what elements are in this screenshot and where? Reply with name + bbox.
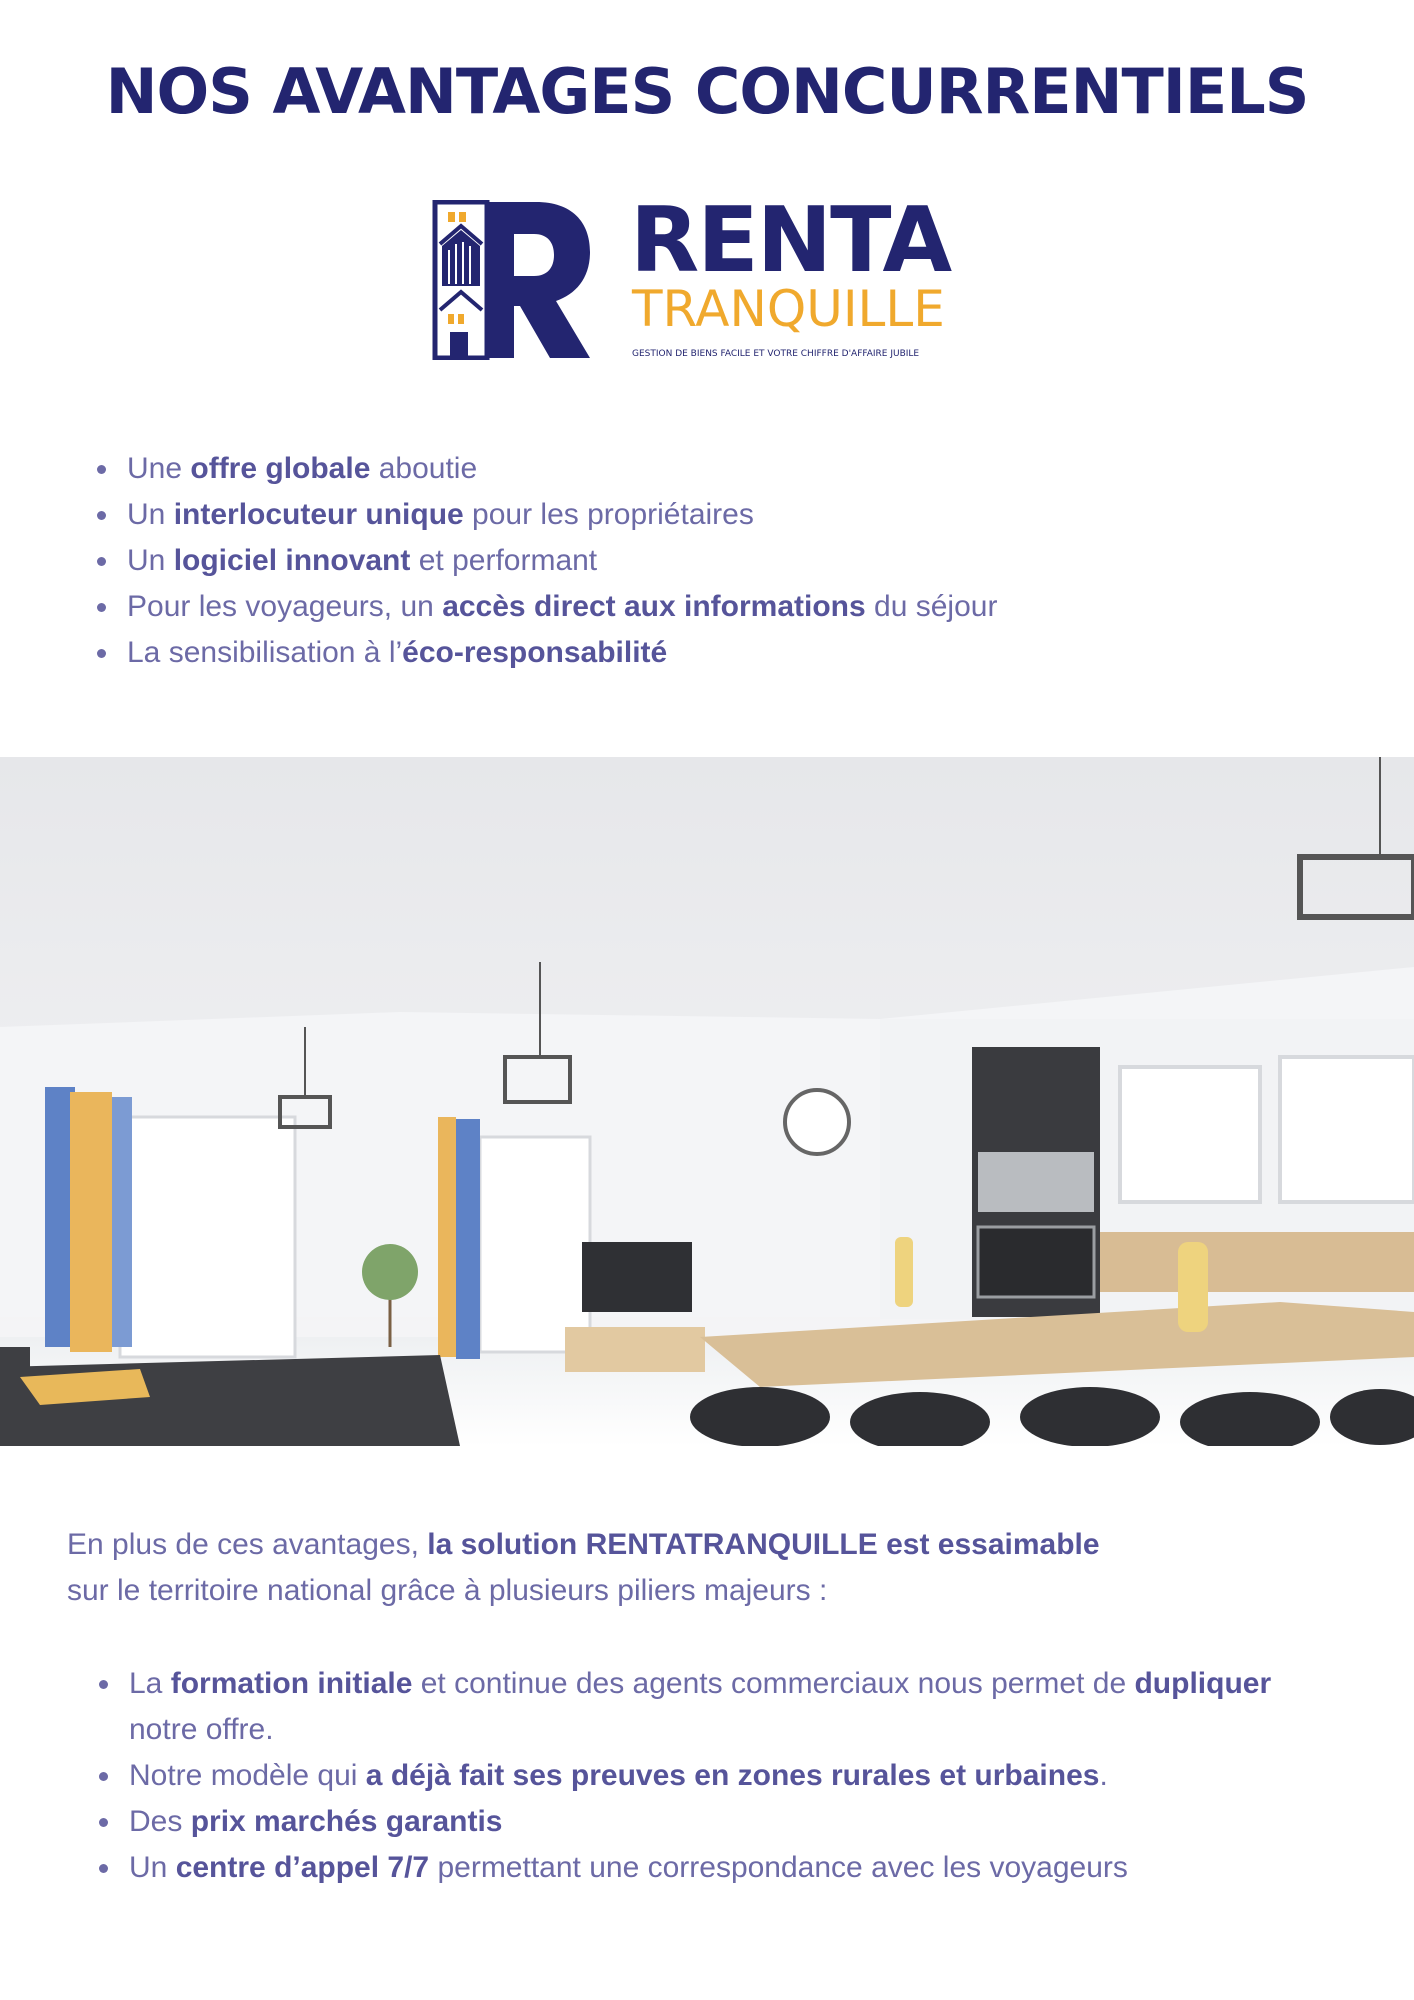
company-logo (432, 188, 972, 366)
intro-paragraph: En plus de ces avantages, la solution RENTATRANQUILLE est essaimable sur le territoire national grâce à plusieurs piliers majeurs : (67, 1528, 1100, 1607)
list-item: • Des prix marchés garantis (123, 1799, 1343, 1845)
list-item: • La sensibilisation à l’éco-responsabilité (121, 630, 1321, 676)
house-r-logo-icon (432, 200, 592, 360)
logo-word-tranquille: TRANQUILLE (632, 280, 945, 338)
list-item: • Un interlocuteur unique pour les propriétaires (121, 492, 1321, 538)
interior-photo (0, 757, 1414, 1446)
list-item: • Une offre globale aboutie (121, 446, 1321, 492)
list-item: • La formation initiale et continue des agents commerciaux nous permet de dupliquer notre offre. (123, 1661, 1343, 1753)
pillars-list (75, 1661, 1343, 1891)
page-title: NOS AVANTAGES CONCURRENTIELS (105, 55, 1309, 128)
list-item: • Un centre d’appel 7/7 permettant une correspondance avec les voyageurs (123, 1845, 1343, 1891)
logo-word-renta: RENTA (630, 188, 951, 293)
list-item: • Pour les voyageurs, un accès direct aux informations du séjour (121, 584, 1321, 630)
list-item: • Notre modèle qui a déjà fait ses preuves en zones rurales et urbaines. (123, 1753, 1343, 1799)
living-room-illustration (0, 757, 1414, 1446)
advantages-list (73, 446, 1321, 676)
list-item: • Un logiciel innovant et performant (121, 538, 1321, 584)
logo-tagline: GESTION DE BIENS FACILE ET VOTRE CHIFFRE D'AFFAIRE JUBILE (632, 349, 920, 359)
